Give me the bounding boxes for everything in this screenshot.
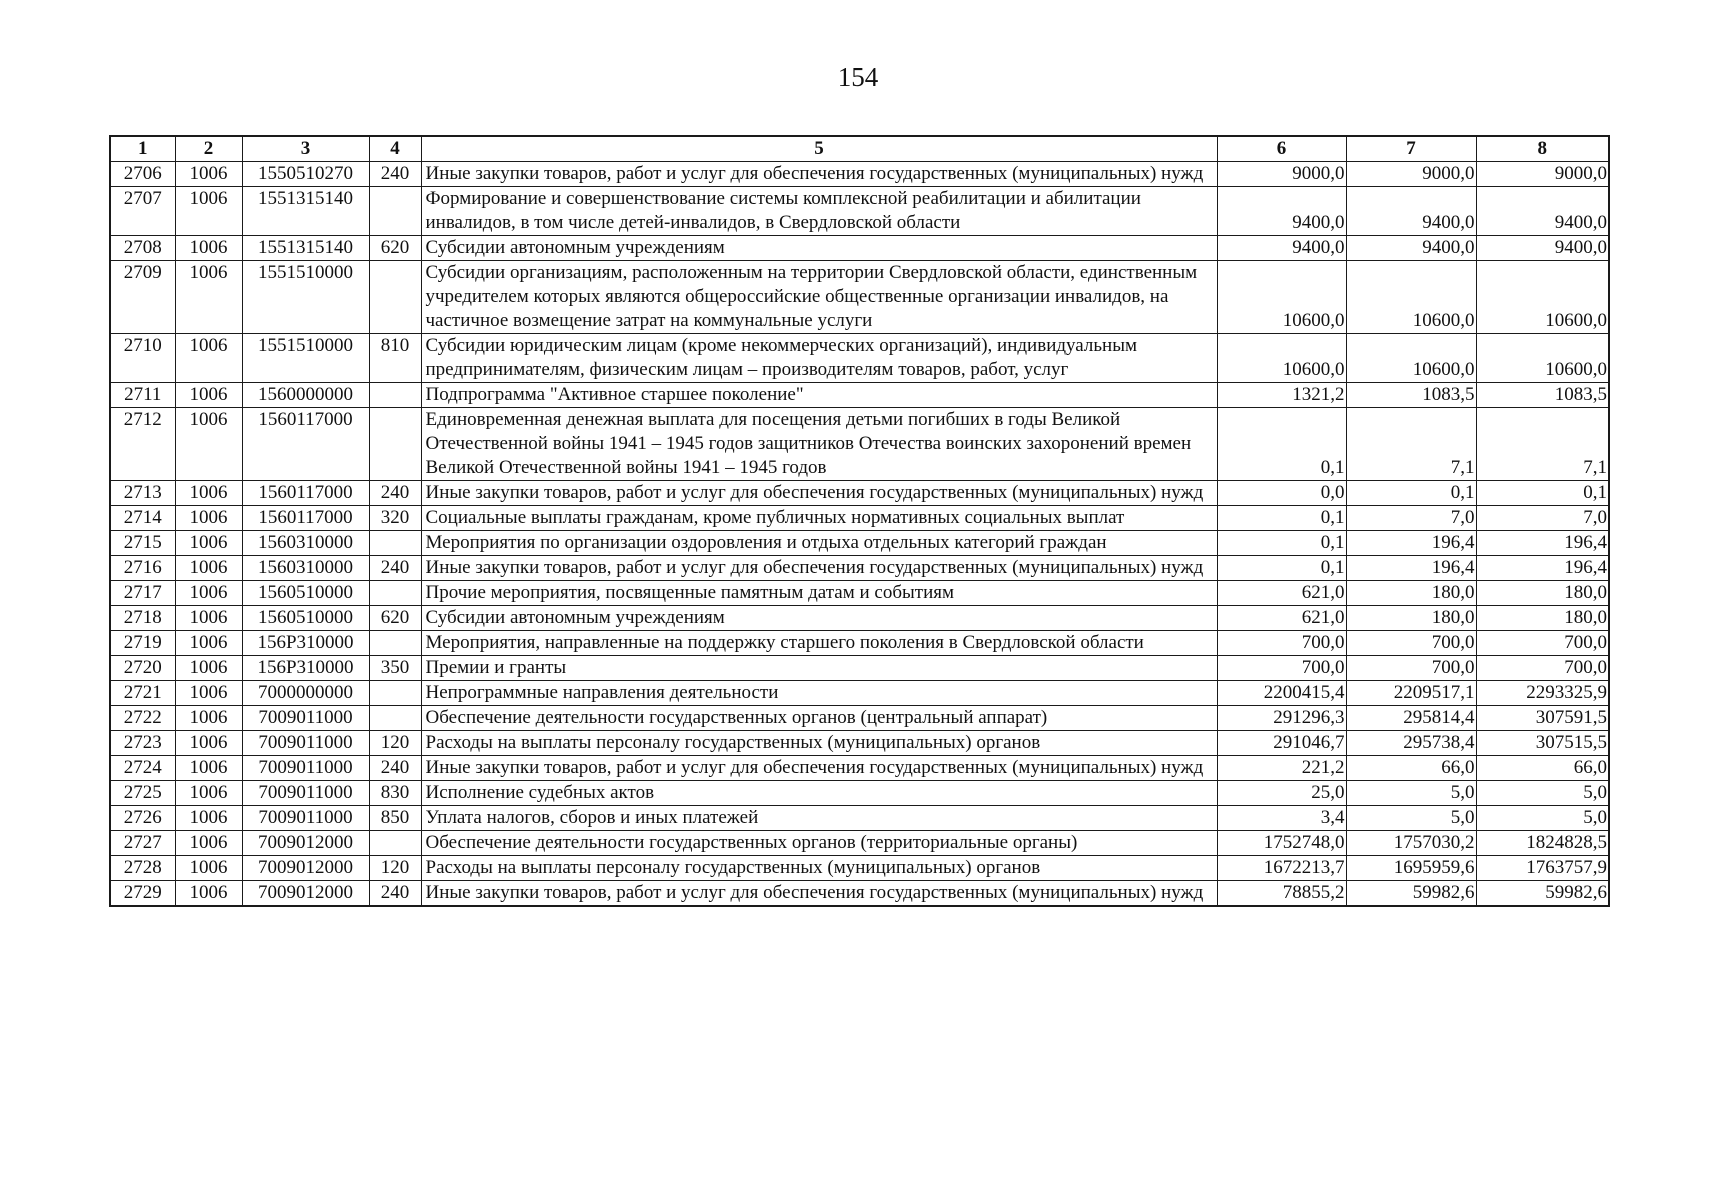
row-number-cell: 2706 xyxy=(110,162,175,187)
amount-cell-col6: 0,1 xyxy=(1217,506,1346,531)
target-article-cell: 1550510270 xyxy=(242,162,369,187)
row-number-cell: 2723 xyxy=(110,731,175,756)
amount-cell-col7: 1695959,6 xyxy=(1346,856,1476,881)
amount-cell-col6: 2200415,4 xyxy=(1217,681,1346,706)
amount-cell-col7: 196,4 xyxy=(1346,556,1476,581)
row-number-cell: 2718 xyxy=(110,606,175,631)
amount-cell-col6: 10600,0 xyxy=(1217,261,1346,334)
amount-cell-col7: 9400,0 xyxy=(1346,236,1476,261)
row-number-cell: 2709 xyxy=(110,261,175,334)
target-article-cell: 156P310000 xyxy=(242,631,369,656)
amount-cell-col8: 196,4 xyxy=(1476,531,1609,556)
row-number-cell: 2713 xyxy=(110,481,175,506)
table-row xyxy=(110,756,1609,781)
amount-cell-col6: 0,1 xyxy=(1217,408,1346,481)
table-row xyxy=(110,236,1609,261)
section-code-cell: 1006 xyxy=(175,408,242,481)
section-code-cell: 1006 xyxy=(175,187,242,236)
target-article-cell: 7009012000 xyxy=(242,856,369,881)
description-cell: Иные закупки товаров, работ и услуг для обеспечения государственных (муниципальных) нужд xyxy=(421,756,1217,781)
amount-cell-col7: 5,0 xyxy=(1346,806,1476,831)
amount-cell-col8: 10600,0 xyxy=(1476,261,1609,334)
amount-cell-col6: 3,4 xyxy=(1217,806,1346,831)
amount-cell-col8: 59982,6 xyxy=(1476,881,1609,907)
amount-cell-col6: 9000,0 xyxy=(1217,162,1346,187)
section-code-cell: 1006 xyxy=(175,706,242,731)
amount-cell-col8: 700,0 xyxy=(1476,631,1609,656)
section-code-cell: 1006 xyxy=(175,631,242,656)
target-article-cell: 1551510000 xyxy=(242,334,369,383)
amount-cell-col8: 180,0 xyxy=(1476,606,1609,631)
row-number-cell: 2717 xyxy=(110,581,175,606)
column-header: 4 xyxy=(369,136,421,162)
amount-cell-col6: 221,2 xyxy=(1217,756,1346,781)
table-row xyxy=(110,481,1609,506)
section-code-cell: 1006 xyxy=(175,881,242,907)
row-number-cell: 2728 xyxy=(110,856,175,881)
target-article-cell: 7000000000 xyxy=(242,681,369,706)
amount-cell-col8: 5,0 xyxy=(1476,806,1609,831)
amount-cell-col8: 9400,0 xyxy=(1476,187,1609,236)
expense-type-cell: 120 xyxy=(369,731,421,756)
column-header: 2 xyxy=(175,136,242,162)
description-cell: Мероприятия, направленные на поддержку старшего поколения в Свердловской области xyxy=(421,631,1217,656)
target-article-cell: 1560510000 xyxy=(242,581,369,606)
target-article-cell: 1560117000 xyxy=(242,408,369,481)
description-cell: Социальные выплаты гражданам, кроме публичных нормативных социальных выплат xyxy=(421,506,1217,531)
table-row xyxy=(110,408,1609,481)
amount-cell-col8: 9400,0 xyxy=(1476,236,1609,261)
amount-cell-col6: 9400,0 xyxy=(1217,236,1346,261)
expense-type-cell: 350 xyxy=(369,656,421,681)
amount-cell-col6: 1672213,7 xyxy=(1217,856,1346,881)
target-article-cell: 1551510000 xyxy=(242,261,369,334)
description-cell: Субсидии юридическим лицам (кроме некоммерческих организаций), индивидуальным предпринимателям, физическим лицам – производителям товаров, работ, услуг xyxy=(421,334,1217,383)
amount-cell-col7: 7,0 xyxy=(1346,506,1476,531)
section-code-cell: 1006 xyxy=(175,756,242,781)
section-code-cell: 1006 xyxy=(175,236,242,261)
expense-type-cell xyxy=(369,681,421,706)
table-row xyxy=(110,556,1609,581)
section-code-cell: 1006 xyxy=(175,856,242,881)
amount-cell-col8: 196,4 xyxy=(1476,556,1609,581)
section-code-cell: 1006 xyxy=(175,531,242,556)
row-number-cell: 2720 xyxy=(110,656,175,681)
amount-cell-col7: 5,0 xyxy=(1346,781,1476,806)
amount-cell-col6: 1752748,0 xyxy=(1217,831,1346,856)
description-cell: Обеспечение деятельности государственных органов (территориальные органы) xyxy=(421,831,1217,856)
table-row xyxy=(110,806,1609,831)
section-code-cell: 1006 xyxy=(175,681,242,706)
amount-cell-col6: 1321,2 xyxy=(1217,383,1346,408)
amount-cell-col7: 9000,0 xyxy=(1346,162,1476,187)
expense-type-cell xyxy=(369,261,421,334)
amount-cell-col6: 0,1 xyxy=(1217,556,1346,581)
target-article-cell: 7009011000 xyxy=(242,806,369,831)
description-cell: Уплата налогов, сборов и иных платежей xyxy=(421,806,1217,831)
amount-cell-col7: 196,4 xyxy=(1346,531,1476,556)
description-cell: Иные закупки товаров, работ и услуг для обеспечения государственных (муниципальных) нужд xyxy=(421,162,1217,187)
target-article-cell: 7009012000 xyxy=(242,831,369,856)
row-number-cell: 2722 xyxy=(110,706,175,731)
row-number-cell: 2712 xyxy=(110,408,175,481)
row-number-cell: 2725 xyxy=(110,781,175,806)
amount-cell-col6: 9400,0 xyxy=(1217,187,1346,236)
expense-type-cell: 240 xyxy=(369,881,421,907)
amount-cell-col6: 700,0 xyxy=(1217,656,1346,681)
expense-type-cell xyxy=(369,631,421,656)
budget-table xyxy=(109,135,1610,907)
expense-type-cell: 620 xyxy=(369,236,421,261)
expense-type-cell: 810 xyxy=(369,334,421,383)
description-cell: Мероприятия по организации оздоровления и отдыха отдельных категорий граждан xyxy=(421,531,1217,556)
amount-cell-col7: 10600,0 xyxy=(1346,261,1476,334)
amount-cell-col6: 621,0 xyxy=(1217,606,1346,631)
target-article-cell: 1551315140 xyxy=(242,187,369,236)
amount-cell-col8: 5,0 xyxy=(1476,781,1609,806)
amount-cell-col7: 59982,6 xyxy=(1346,881,1476,907)
amount-cell-col6: 291296,3 xyxy=(1217,706,1346,731)
section-code-cell: 1006 xyxy=(175,481,242,506)
expense-type-cell: 240 xyxy=(369,481,421,506)
table-header-row xyxy=(110,136,1609,162)
expense-type-cell: 240 xyxy=(369,162,421,187)
table-row xyxy=(110,881,1609,907)
target-article-cell: 7009011000 xyxy=(242,756,369,781)
table-row xyxy=(110,581,1609,606)
description-cell: Иные закупки товаров, работ и услуг для обеспечения государственных (муниципальных) нужд xyxy=(421,556,1217,581)
column-header: 1 xyxy=(110,136,175,162)
amount-cell-col7: 0,1 xyxy=(1346,481,1476,506)
expense-type-cell xyxy=(369,187,421,236)
table-row xyxy=(110,781,1609,806)
section-code-cell: 1006 xyxy=(175,656,242,681)
row-number-cell: 2724 xyxy=(110,756,175,781)
amount-cell-col6: 621,0 xyxy=(1217,581,1346,606)
section-code-cell: 1006 xyxy=(175,506,242,531)
target-article-cell: 1560117000 xyxy=(242,481,369,506)
amount-cell-col8: 10600,0 xyxy=(1476,334,1609,383)
description-cell: Единовременная денежная выплата для посещения детьми погибших в годы Великой Отечественной войны 1941 – 1945 годов защитников Отечества воинских захоронений времен Великой Отечественной войны 1941 – 1945 годов xyxy=(421,408,1217,481)
target-article-cell: 1560310000 xyxy=(242,556,369,581)
amount-cell-col7: 295738,4 xyxy=(1346,731,1476,756)
row-number-cell: 2711 xyxy=(110,383,175,408)
target-article-cell: 1551315140 xyxy=(242,236,369,261)
target-article-cell: 156P310000 xyxy=(242,656,369,681)
row-number-cell: 2714 xyxy=(110,506,175,531)
description-cell: Субсидии автономным учреждениям xyxy=(421,606,1217,631)
target-article-cell: 7009012000 xyxy=(242,881,369,907)
amount-cell-col7: 9400,0 xyxy=(1346,187,1476,236)
amount-cell-col7: 7,1 xyxy=(1346,408,1476,481)
amount-cell-col8: 700,0 xyxy=(1476,656,1609,681)
expense-type-cell: 620 xyxy=(369,606,421,631)
amount-cell-col8: 7,0 xyxy=(1476,506,1609,531)
target-article-cell: 7009011000 xyxy=(242,781,369,806)
column-header: 6 xyxy=(1217,136,1346,162)
description-cell: Непрограммные направления деятельности xyxy=(421,681,1217,706)
description-cell: Расходы на выплаты персоналу государственных (муниципальных) органов xyxy=(421,856,1217,881)
target-article-cell: 1560000000 xyxy=(242,383,369,408)
amount-cell-col7: 700,0 xyxy=(1346,656,1476,681)
amount-cell-col7: 180,0 xyxy=(1346,581,1476,606)
table-row xyxy=(110,656,1609,681)
table-row xyxy=(110,606,1609,631)
expense-type-cell xyxy=(369,831,421,856)
description-cell: Субсидии организациям, расположенным на территории Свердловской области, единственным учредителем которых являются общероссийские общественные организации инвалидов, на частичное возмещение затрат на коммунальные услуги xyxy=(421,261,1217,334)
row-number-cell: 2715 xyxy=(110,531,175,556)
table-row xyxy=(110,162,1609,187)
description-cell: Премии и гранты xyxy=(421,656,1217,681)
amount-cell-col8: 307515,5 xyxy=(1476,731,1609,756)
row-number-cell: 2710 xyxy=(110,334,175,383)
section-code-cell: 1006 xyxy=(175,731,242,756)
amount-cell-col7: 700,0 xyxy=(1346,631,1476,656)
description-cell: Обеспечение деятельности государственных органов (центральный аппарат) xyxy=(421,706,1217,731)
description-cell: Подпрограмма "Активное старшее поколение" xyxy=(421,383,1217,408)
page-number: 154 xyxy=(837,62,879,92)
amount-cell-col6: 0,0 xyxy=(1217,481,1346,506)
target-article-cell: 1560510000 xyxy=(242,606,369,631)
row-number-cell: 2726 xyxy=(110,806,175,831)
amount-cell-col7: 10600,0 xyxy=(1346,334,1476,383)
amount-cell-col6: 78855,2 xyxy=(1217,881,1346,907)
table-row xyxy=(110,334,1609,383)
target-article-cell: 7009011000 xyxy=(242,706,369,731)
amount-cell-col8: 307591,5 xyxy=(1476,706,1609,731)
section-code-cell: 1006 xyxy=(175,162,242,187)
amount-cell-col8: 66,0 xyxy=(1476,756,1609,781)
column-header: 8 xyxy=(1476,136,1609,162)
section-code-cell: 1006 xyxy=(175,606,242,631)
target-article-cell: 1560117000 xyxy=(242,506,369,531)
target-article-cell: 7009011000 xyxy=(242,731,369,756)
amount-cell-col8: 9000,0 xyxy=(1476,162,1609,187)
column-header: 3 xyxy=(242,136,369,162)
table-row xyxy=(110,261,1609,334)
row-number-cell: 2729 xyxy=(110,881,175,907)
amount-cell-col6: 0,1 xyxy=(1217,531,1346,556)
expense-type-cell: 120 xyxy=(369,856,421,881)
amount-cell-col7: 1757030,2 xyxy=(1346,831,1476,856)
table-row xyxy=(110,531,1609,556)
expense-type-cell: 240 xyxy=(369,556,421,581)
table-row xyxy=(110,506,1609,531)
amount-cell-col8: 7,1 xyxy=(1476,408,1609,481)
table-row xyxy=(110,831,1609,856)
row-number-cell: 2721 xyxy=(110,681,175,706)
amount-cell-col7: 1083,5 xyxy=(1346,383,1476,408)
section-code-cell: 1006 xyxy=(175,831,242,856)
table-row xyxy=(110,631,1609,656)
expense-type-cell xyxy=(369,581,421,606)
amount-cell-col7: 2209517,1 xyxy=(1346,681,1476,706)
description-cell: Иные закупки товаров, работ и услуг для обеспечения государственных (муниципальных) нужд xyxy=(421,481,1217,506)
amount-cell-col7: 180,0 xyxy=(1346,606,1476,631)
amount-cell-col6: 10600,0 xyxy=(1217,334,1346,383)
amount-cell-col8: 1824828,5 xyxy=(1476,831,1609,856)
amount-cell-col7: 295814,4 xyxy=(1346,706,1476,731)
column-header: 5 xyxy=(421,136,1217,162)
section-code-cell: 1006 xyxy=(175,383,242,408)
row-number-cell: 2708 xyxy=(110,236,175,261)
section-code-cell: 1006 xyxy=(175,806,242,831)
amount-cell-col7: 66,0 xyxy=(1346,756,1476,781)
description-cell: Субсидии автономным учреждениям xyxy=(421,236,1217,261)
expense-type-cell: 850 xyxy=(369,806,421,831)
expense-type-cell xyxy=(369,706,421,731)
section-code-cell: 1006 xyxy=(175,781,242,806)
row-number-cell: 2727 xyxy=(110,831,175,856)
section-code-cell: 1006 xyxy=(175,334,242,383)
row-number-cell: 2719 xyxy=(110,631,175,656)
amount-cell-col8: 180,0 xyxy=(1476,581,1609,606)
description-cell: Формирование и совершенствование системы комплексной реабилитации и абилитации инвалидов, в том числе детей-инвалидов, в Свердловской области xyxy=(421,187,1217,236)
section-code-cell: 1006 xyxy=(175,556,242,581)
amount-cell-col6: 291046,7 xyxy=(1217,731,1346,756)
table-row xyxy=(110,706,1609,731)
table-row xyxy=(110,731,1609,756)
table-row xyxy=(110,187,1609,236)
amount-cell-col8: 0,1 xyxy=(1476,481,1609,506)
amount-cell-col6: 25,0 xyxy=(1217,781,1346,806)
amount-cell-col8: 1763757,9 xyxy=(1476,856,1609,881)
amount-cell-col8: 2293325,9 xyxy=(1476,681,1609,706)
section-code-cell: 1006 xyxy=(175,581,242,606)
amount-cell-col8: 1083,5 xyxy=(1476,383,1609,408)
description-cell: Расходы на выплаты персоналу государственных (муниципальных) органов xyxy=(421,731,1217,756)
table-row xyxy=(110,383,1609,408)
expense-type-cell: 830 xyxy=(369,781,421,806)
row-number-cell: 2707 xyxy=(110,187,175,236)
column-header: 7 xyxy=(1346,136,1476,162)
expense-type-cell xyxy=(369,531,421,556)
table-body xyxy=(110,162,1609,907)
table-row xyxy=(110,856,1609,881)
expense-type-cell: 320 xyxy=(369,506,421,531)
section-code-cell: 1006 xyxy=(175,261,242,334)
description-cell: Иные закупки товаров, работ и услуг для обеспечения государственных (муниципальных) нужд xyxy=(421,881,1217,907)
table-row xyxy=(110,681,1609,706)
expense-type-cell xyxy=(369,408,421,481)
target-article-cell: 1560310000 xyxy=(242,531,369,556)
expense-type-cell: 240 xyxy=(369,756,421,781)
description-cell: Исполнение судебных актов xyxy=(421,781,1217,806)
expense-type-cell xyxy=(369,383,421,408)
row-number-cell: 2716 xyxy=(110,556,175,581)
amount-cell-col6: 700,0 xyxy=(1217,631,1346,656)
description-cell: Прочие мероприятия, посвященные памятным датам и событиям xyxy=(421,581,1217,606)
